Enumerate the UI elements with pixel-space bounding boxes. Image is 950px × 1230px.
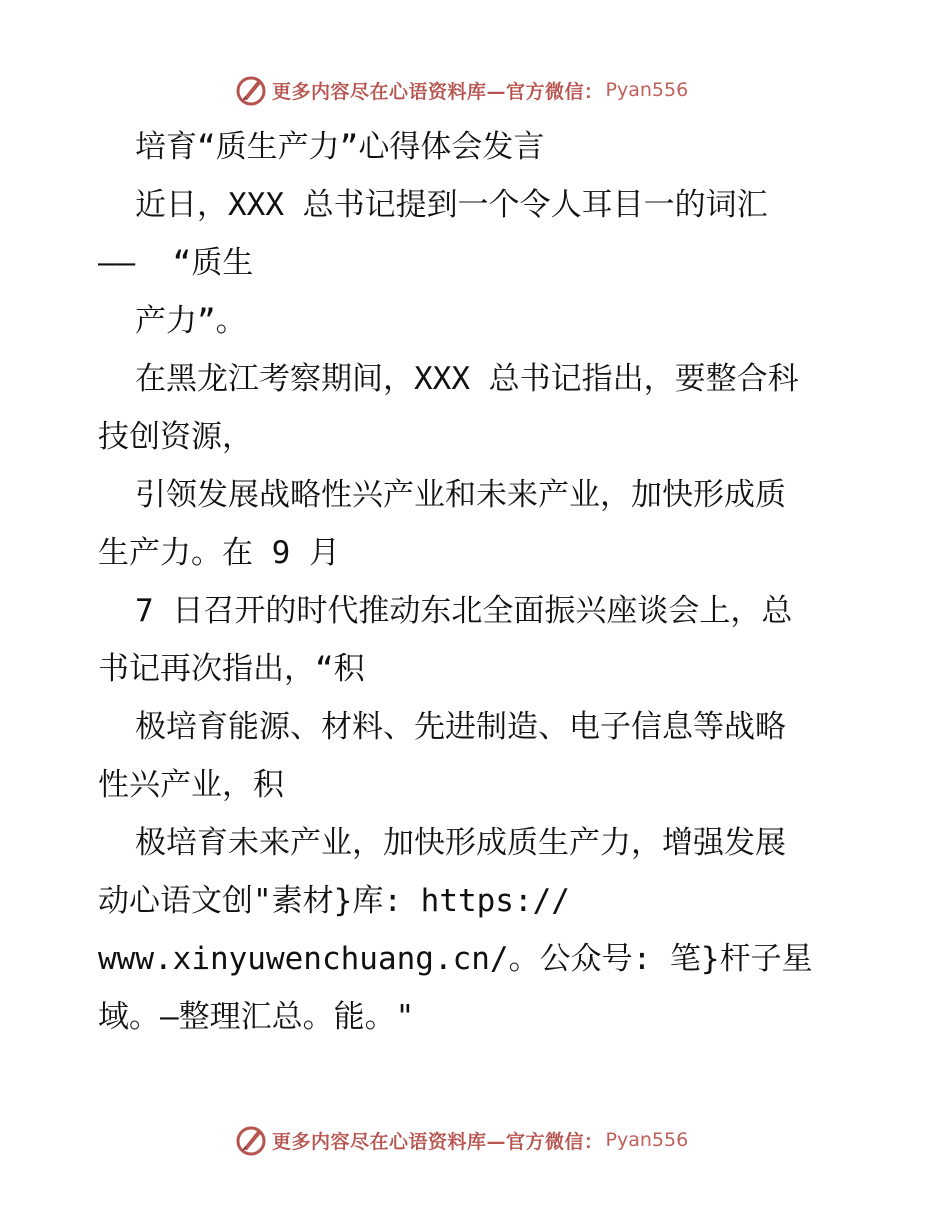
text-line: 动心语文创"素材}库: https:// bbox=[98, 883, 570, 919]
header-watermark bbox=[234, 72, 688, 108]
document-body bbox=[98, 118, 868, 1046]
text-line: 书记再次指出，“积 bbox=[98, 651, 365, 687]
text-line: 技创资源， bbox=[98, 419, 253, 455]
footer-watermark bbox=[234, 1122, 688, 1158]
watermark-handle: Pyan556 bbox=[605, 1129, 689, 1151]
quill-logo-icon bbox=[234, 1123, 268, 1157]
text-line: www.xinyuwenchuang.cn/。公众号: 笔}杆子星 bbox=[98, 941, 813, 977]
text-line: —— “质生 bbox=[98, 245, 254, 281]
text-line: 在黑龙江考察期间，XXX 总书记指出，要整合科 bbox=[135, 361, 799, 397]
text-line: 极培育未来产业，加快形成质生产力，增强发展 bbox=[135, 825, 786, 861]
watermark-text: 更多内容尽在心语资料库—官方微信： bbox=[272, 1130, 604, 1153]
text-line: 产力”。 bbox=[135, 303, 247, 339]
text-line: 性兴产业，积 bbox=[98, 767, 284, 803]
text-line: 引领发展战略性兴产业和未来产业，加快形成质 bbox=[135, 477, 786, 513]
text-line: 近日，XXX 总书记提到一个令人耳目一的词汇 bbox=[135, 187, 768, 223]
document-title: 培育“质生产力”心得体会发言 bbox=[135, 129, 545, 165]
text-line: 7 日召开的时代推动东北全面振兴座谈会上，总 bbox=[135, 593, 793, 629]
watermark-handle: Pyan556 bbox=[605, 79, 689, 101]
text-line: 域。—整理汇总。能。" bbox=[98, 999, 415, 1035]
text-line: 极培育能源、材料、先进制造、电子信息等战略 bbox=[135, 709, 786, 745]
text-line: 生产力。在 9 月 bbox=[98, 535, 340, 571]
watermark-text: 更多内容尽在心语资料库—官方微信： bbox=[272, 80, 604, 103]
quill-logo-icon bbox=[234, 73, 268, 107]
